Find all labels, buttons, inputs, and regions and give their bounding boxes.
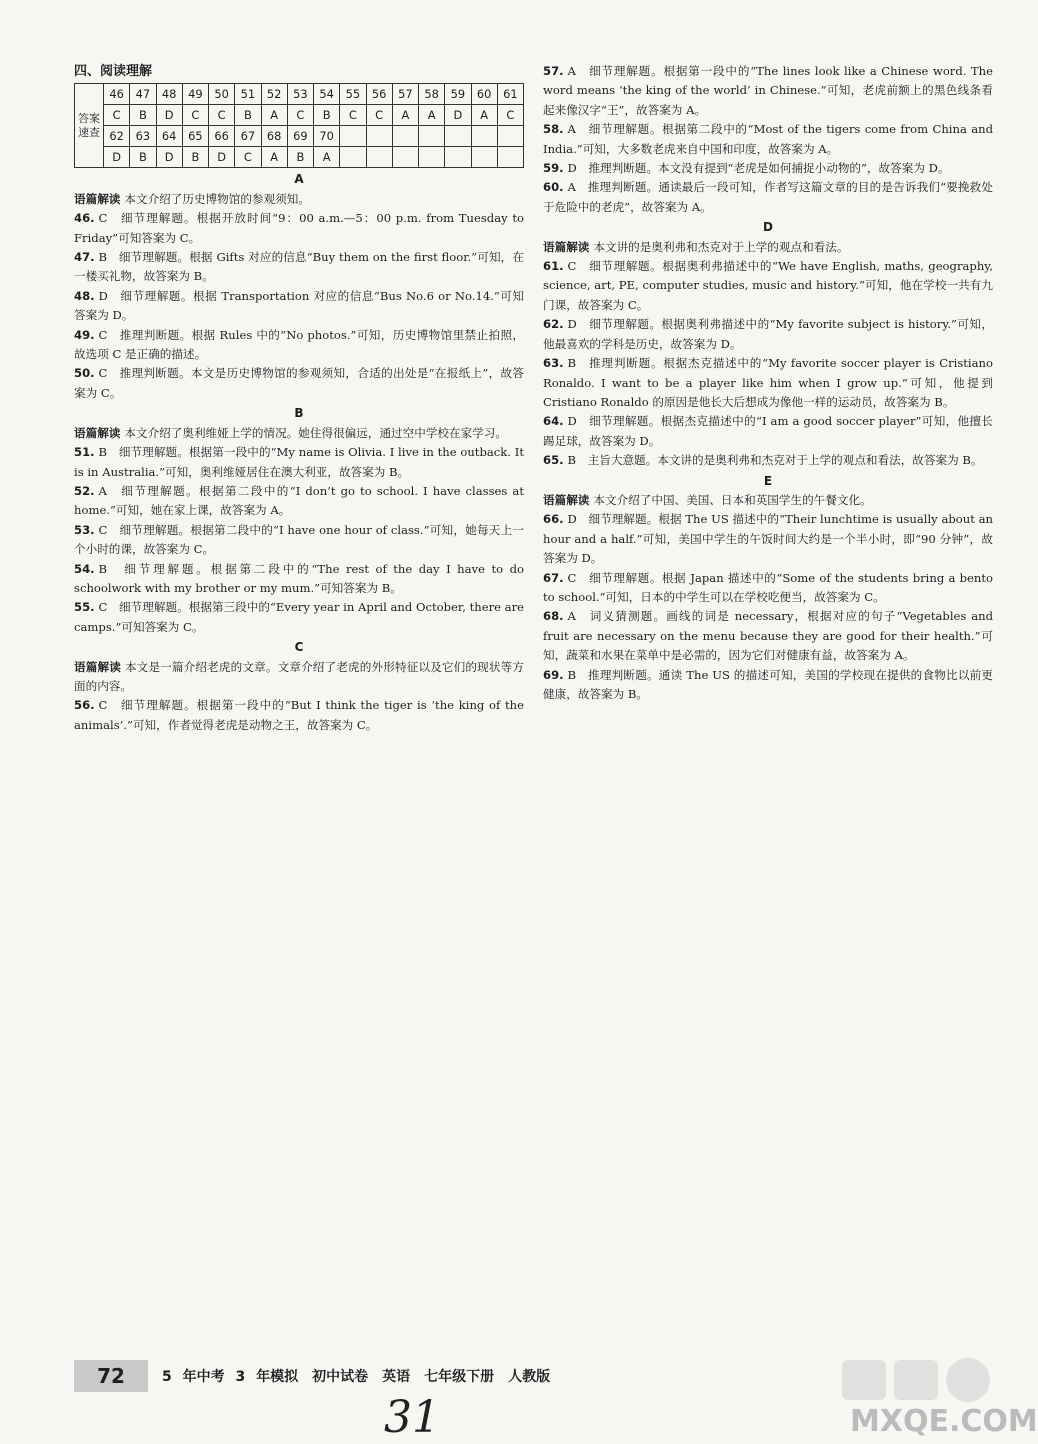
answer-explanation	[74, 364, 524, 403]
explanation-text: A 细节理解题。根据第二段中的“Most of the tigers come from China and India.”可知，大多数老虎来自中国和印度，故答案为 A。	[543, 122, 993, 156]
handwritten-note: 31	[384, 1392, 440, 1443]
question-number-cell: 52	[261, 84, 287, 105]
explanation-text: D 推理判断题。本文没有提到“老虎是如何捕捉小动物的”，故答案为 D。	[567, 161, 950, 176]
question-number: 57.	[543, 64, 564, 78]
part-b-intro	[74, 424, 524, 443]
intro-tag: 语篇解读	[543, 492, 590, 507]
intro-tag: 语篇解读	[74, 659, 121, 674]
answer-explanation	[543, 120, 993, 159]
intro-text: 本文是一篇介绍老虎的文章。文章介绍了老虎的外形特征以及它们的现状等方面的内容。	[74, 659, 524, 693]
explanation-text: C 细节理解题。根据奥利弗描述中的“We have English, maths, geography, science, art, PE, computer studies, music and history.”可知，他在学校一共有九门课，故答案为 C。	[543, 259, 993, 312]
answer-cell: C	[209, 105, 235, 126]
question-number-cell	[445, 126, 471, 147]
question-number: 53.	[74, 522, 95, 537]
intro-text: 本文介绍了奥利维娅上学的情况。她住得很偏远，通过空中学校在家学习。	[124, 425, 507, 440]
question-number-cell: 65	[182, 126, 208, 147]
answer-cell: A	[314, 147, 340, 168]
question-number-cell: 67	[235, 126, 261, 147]
part-d-title: D	[763, 220, 773, 235]
answer-cell	[392, 147, 418, 168]
explanation-text: C 细节理解题。根据第一段中的“But I think the tiger is ‘the king of the animals’.”可知，作者觉得老虎是动物之王，故答案为 C。	[74, 698, 524, 732]
question-number-cell: 66	[209, 126, 235, 147]
answer-explanation	[74, 287, 524, 326]
question-number: 69.	[543, 667, 564, 682]
question-number: 51.	[74, 445, 95, 460]
question-number-cell: 46	[104, 84, 130, 105]
answer-cell: A	[419, 105, 445, 126]
question-number-cell: 63	[130, 126, 156, 147]
answer-explanation	[74, 560, 524, 599]
explanation-text: B 主旨大意题。本文讲的是奥利弗和杰克对于上学的观点和看法，故答案为 B。	[567, 453, 983, 468]
answer-cell: B	[130, 105, 156, 126]
question-number: 67.	[543, 570, 564, 585]
question-number-cell: 61	[497, 84, 523, 105]
question-number-cell	[366, 126, 392, 147]
answer-table-row	[75, 105, 524, 126]
question-number-cell: 57	[392, 84, 418, 105]
part-a-items	[74, 209, 524, 403]
answer-cell: C	[287, 105, 313, 126]
answer-explanation	[74, 209, 524, 248]
question-number-cell	[471, 126, 497, 147]
explanation-text: C 推理判断题。本文是历史博物馆的参观须知，合适的出处是“在报纸上”，故答案为 C。	[74, 366, 524, 400]
explanation-text: A 词义猜测题。画线的词是 necessary，根据对应的句子“Vegetables and fruit are necessary on the menu because they are good for their health.”可知，蔬菜和水果在菜单中是必需的，因为它们对健康有益，故答案为 A。	[543, 609, 993, 663]
answer-cell: A	[261, 105, 287, 126]
question-number: 66.	[543, 512, 564, 527]
part-e-items	[543, 510, 993, 704]
answer-cell: C	[497, 105, 523, 126]
answer-cell	[471, 147, 497, 168]
answer-table-label: 答案速查	[75, 84, 104, 168]
answer-cell: A	[261, 147, 287, 168]
answer-cell	[340, 147, 366, 168]
question-number: 47.	[74, 250, 95, 265]
question-number-cell	[419, 126, 445, 147]
answer-explanation	[543, 62, 993, 120]
intro-tag: 语篇解读	[543, 239, 590, 254]
explanation-text: D 细节理解题。根据 The US 描述中的“Their lunchtime is usually about an hour and a half.”可知，美国中学生的午饭时间大约是一个半小时，即“90 分钟”，故答案为 D。	[543, 512, 993, 566]
intro-text: 本文介绍了历史博物馆的参观须知。	[124, 191, 310, 206]
explanation-text: B 细节理解题。根据第二段中的“The rest of the day I have to do schoolwork with my brother or my mum.”可知答案为 B。	[74, 561, 524, 595]
explanation-text: B 推理判断题。通读 The US 的描述可知，美国的学校现在提供的食物比以前更健康，故答案为 B。	[543, 667, 993, 701]
right-column	[543, 62, 993, 704]
question-number: 49.	[74, 327, 95, 342]
question-number: 52.	[74, 483, 95, 498]
answer-explanation	[543, 257, 993, 315]
explanation-text: C 细节理解题。根据开放时间“9：00 a.m.—5：00 p.m. from Tuesday to Friday”可知答案为 C。	[74, 211, 524, 245]
question-number: 48.	[74, 288, 95, 303]
part-a-intro	[74, 190, 524, 209]
answer-explanation	[74, 482, 524, 521]
watermark-url: MXQE.COM	[850, 1404, 1038, 1439]
question-number-cell: 59	[445, 84, 471, 105]
explanation-text: A 细节理解题。根据第二段中的“I don’t go to school. I have classes at home.”可知，她在家上课，故答案为 A。	[74, 483, 524, 518]
page-number: 72	[74, 1360, 148, 1392]
question-number: 65.	[543, 453, 564, 468]
question-number: 68.	[543, 609, 564, 624]
page-footer	[74, 1360, 634, 1394]
answer-cell: D	[445, 105, 471, 126]
question-number-cell	[497, 126, 523, 147]
answer-cell: C	[104, 105, 130, 126]
answer-cell	[366, 147, 392, 168]
answer-explanation	[543, 510, 993, 568]
part-b-title: B	[294, 406, 304, 421]
question-number-cell: 51	[235, 84, 261, 105]
explanation-text: A 推理判断题。通读最后一段可知，作者写这篇文章的目的是告诉我们“要挽救处于危险中的老虎”，故答案为 A。	[543, 180, 993, 214]
explanation-text: D 细节理解题。根据奥利弗描述中的“My favorite subject is history.”可知，他最喜欢的学科是历史，故答案为 D。	[543, 317, 993, 351]
answer-cell: B	[130, 147, 156, 168]
answer-cell: C	[235, 147, 261, 168]
question-number-cell	[392, 126, 418, 147]
answer-explanation	[543, 607, 993, 665]
question-number: 55.	[74, 600, 95, 615]
intro-tag: 语篇解读	[74, 425, 121, 440]
explanation-text: A 细节理解题。根据第一段中的“The lines look like a Chinese word. The word means ‘the king of the world’ in Chinese.”可知，老虎前额上的黑色线条看起来像汉字“王”，故答案为 A。	[543, 64, 993, 117]
answer-cell: A	[471, 105, 497, 126]
question-number-cell: 62	[104, 126, 130, 147]
answer-cell: C	[340, 105, 366, 126]
answer-explanation	[543, 451, 993, 470]
part-c-intro	[74, 658, 524, 697]
answer-cell: D	[104, 147, 130, 168]
answer-explanation	[74, 598, 524, 637]
answer-table-row	[75, 84, 524, 105]
answer-explanation	[543, 315, 993, 354]
intro-text: 本文介绍了中国、美国、日本和英国学生的午餐文化。	[593, 492, 872, 507]
question-number-cell	[340, 126, 366, 147]
question-number: 62.	[543, 317, 564, 332]
answer-cell: A	[392, 105, 418, 126]
answer-table	[74, 83, 524, 168]
part-c-cont-items	[543, 62, 993, 217]
explanation-text: B 细节理解题。根据第一段中的“My name is Olivia. I live in the outback. It is in Australia.”可知，奥利维娅居住在澳大利亚，故答案为 B。	[74, 445, 524, 479]
part-c-title: C	[294, 640, 304, 655]
question-number: 64.	[543, 414, 564, 429]
left-column	[74, 62, 524, 735]
intro-tag: 语篇解读	[74, 191, 121, 206]
question-number-cell: 47	[130, 84, 156, 105]
part-e-intro	[543, 491, 993, 510]
question-number-cell: 48	[156, 84, 182, 105]
explanation-text: D 细节理解题。根据 Transportation 对应的信息“Bus No.6 or No.14.”可知答案为 D。	[74, 288, 524, 323]
answer-cell	[419, 147, 445, 168]
question-number-cell: 64	[156, 126, 182, 147]
answer-explanation	[543, 354, 993, 412]
answer-explanation	[74, 443, 524, 482]
explanation-text: B 推理判断题。根据杰克描述中的“My favorite soccer player is Cristiano Ronaldo. I want to be a player like him when I grow up.”可知，他提到 Cristiano Ronaldo 的原因是他长大后想成为像他一样的运动员，故答案为 B。	[543, 356, 993, 409]
answer-cell: B	[314, 105, 340, 126]
section-title: 四、阅读理解	[74, 64, 153, 79]
explanation-text: C 细节理解题。根据第二段中的“I have one hour of class.”可知，她每天上一个小时的课，故答案为 C。	[74, 522, 524, 557]
answer-table-row	[75, 147, 524, 168]
answer-cell: D	[209, 147, 235, 168]
part-d-items	[543, 257, 993, 470]
answer-cell: C	[366, 105, 392, 126]
answer-cell: D	[156, 105, 182, 126]
question-number: 60.	[543, 180, 564, 195]
part-c-items	[74, 696, 524, 735]
question-number-cell: 58	[419, 84, 445, 105]
explanation-text: C 细节理解题。根据第三段中的“Every year in April and October, there are camps.”可知答案为 C。	[74, 600, 524, 634]
explanation-text: C 推理判断题。根据 Rules 中的“No photos.”可知，历史博物馆里禁止拍照，故选项 C 是正确的描述。	[74, 327, 524, 362]
answer-cell: B	[182, 147, 208, 168]
answer-cell	[445, 147, 471, 168]
question-number: 58.	[543, 122, 564, 137]
question-number-cell: 60	[471, 84, 497, 105]
answer-cell: C	[182, 105, 208, 126]
answer-cell: B	[235, 105, 261, 126]
answer-cell	[497, 147, 523, 168]
part-d-intro	[543, 238, 993, 257]
answer-explanation	[74, 326, 524, 365]
question-number: 59.	[543, 161, 564, 176]
question-number-cell: 56	[366, 84, 392, 105]
question-number: 46.	[74, 211, 95, 226]
part-b-items	[74, 443, 524, 637]
question-number-cell: 55	[340, 84, 366, 105]
question-number: 54.	[74, 561, 95, 576]
answer-explanation	[543, 666, 993, 705]
question-number: 50.	[74, 366, 95, 381]
answer-explanation	[543, 569, 993, 608]
explanation-text: D 细节理解题。根据杰克描述中的“I am a good soccer player”可知，他擅长踢足球，故答案为 D。	[543, 414, 993, 448]
answer-explanation	[543, 159, 993, 178]
answer-explanation	[543, 412, 993, 451]
answer-table-row	[75, 126, 524, 147]
answer-explanation	[543, 178, 993, 217]
intro-text: 本文讲的是奥利弗和杰克对于上学的观点和看法。	[593, 239, 849, 254]
question-number: 61.	[543, 259, 564, 274]
answer-explanation	[74, 521, 524, 560]
question-number-cell: 68	[261, 126, 287, 147]
question-number-cell: 53	[287, 84, 313, 105]
question-number: 63.	[543, 356, 564, 371]
answer-explanation	[74, 696, 524, 735]
question-number: 56.	[74, 698, 95, 713]
answer-cell: D	[156, 147, 182, 168]
question-number-cell: 54	[314, 84, 340, 105]
explanation-text: C 细节理解题。根据 Japan 描述中的“Some of the students bring a bento to school.”可知，日本的中学生可以在学校吃便当，故答案为 C。	[543, 570, 993, 604]
question-number-cell: 70	[314, 126, 340, 147]
explanation-text: B 细节理解题。根据 Gifts 对应的信息“Buy them on the first floor.”可知，在一楼买礼物，故答案为 B。	[74, 250, 524, 284]
answer-explanation	[74, 248, 524, 287]
part-a-title: A	[294, 172, 304, 187]
question-number-cell: 49	[182, 84, 208, 105]
answer-cell: B	[287, 147, 313, 168]
part-e-title: E	[763, 473, 773, 488]
question-number-cell: 50	[209, 84, 235, 105]
footer-book-title: 5 年中考 3 年模拟 初中试卷 英语 七年级下册 人教版	[162, 1369, 551, 1385]
question-number-cell: 69	[287, 126, 313, 147]
